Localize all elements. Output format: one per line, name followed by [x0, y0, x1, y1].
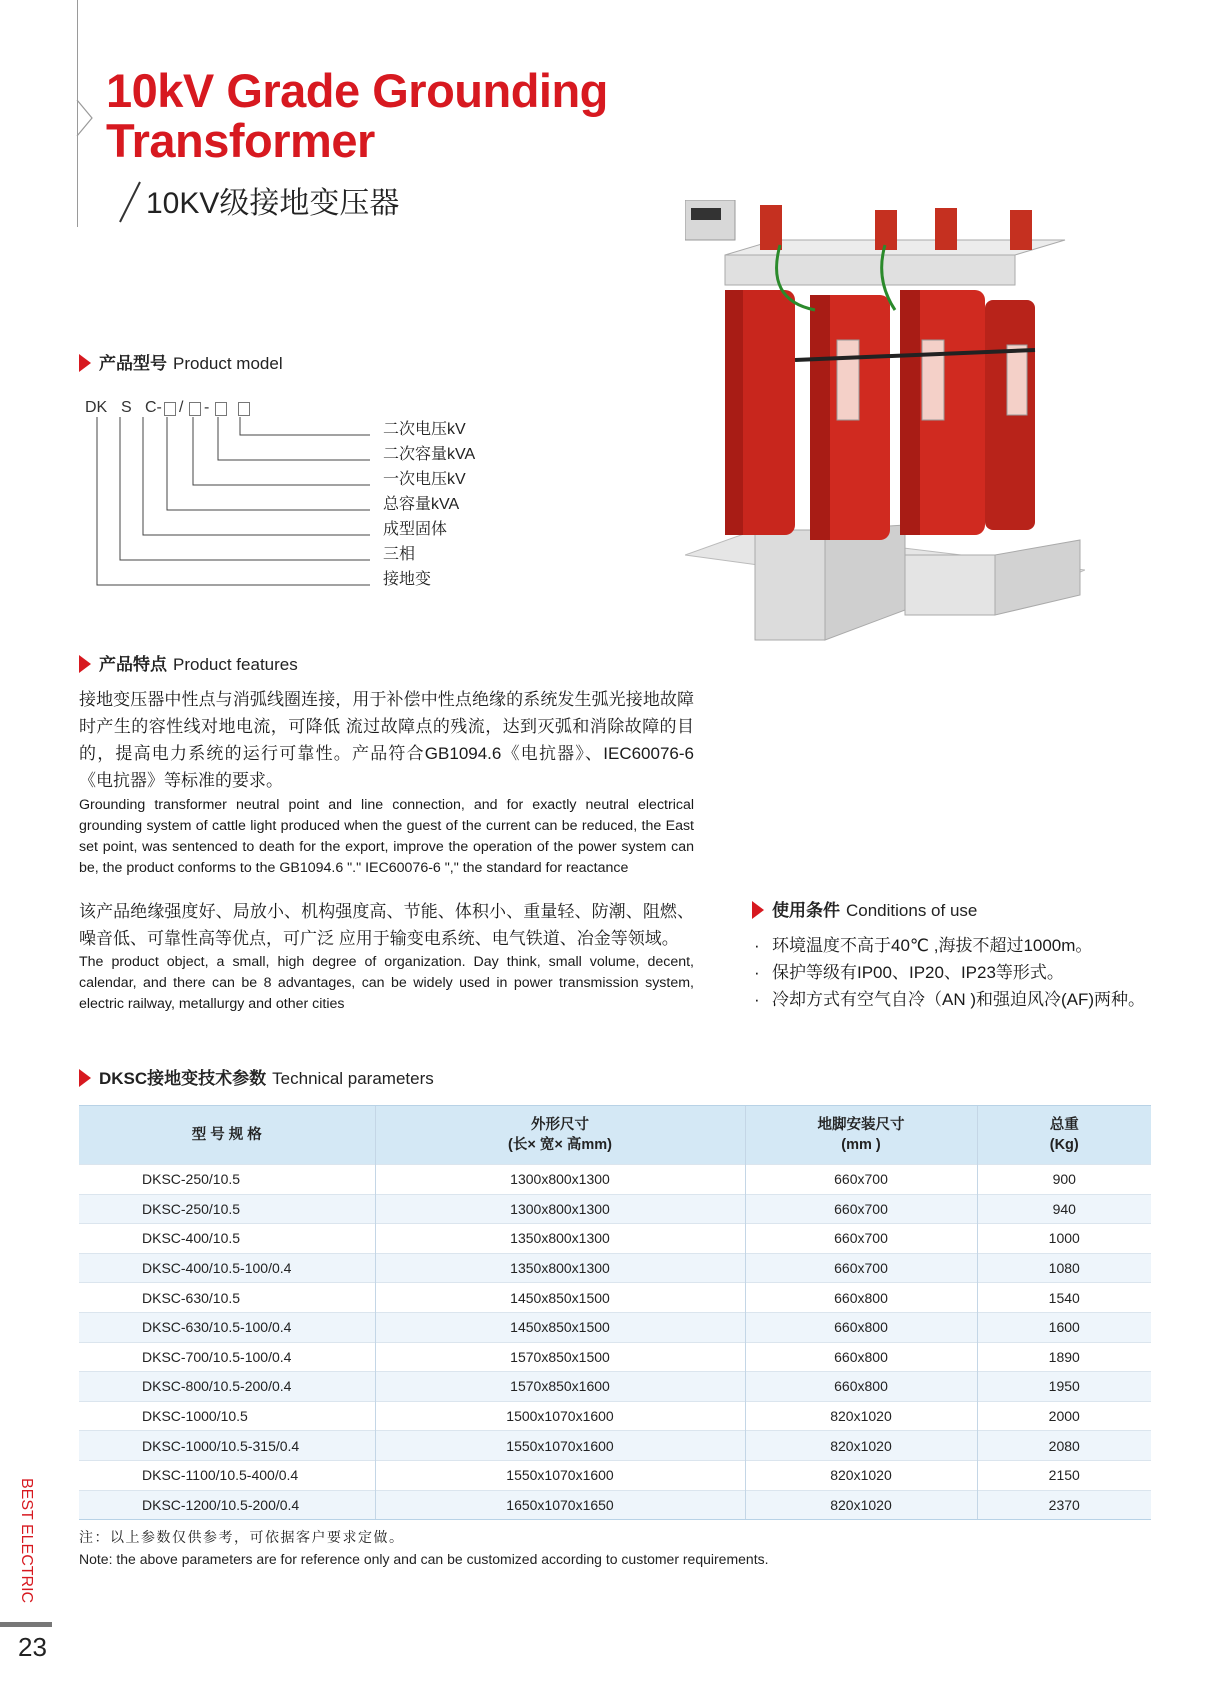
code-label-secondary-voltage: 二次电压kV — [383, 421, 466, 438]
column-header-weight: 总重 (Kg) — [977, 1106, 1151, 1165]
code-label-solid-cast: 成型固体 — [383, 521, 448, 538]
cell-dimensions: 1350x800x1300 — [375, 1253, 745, 1283]
table-header-row — [79, 1106, 1151, 1165]
cell-dimensions: 1570x850x1500 — [375, 1342, 745, 1372]
page-title — [106, 66, 608, 166]
chevron-decoration-icon — [76, 100, 94, 136]
cell-model: DKSC-250/10.5 — [79, 1165, 375, 1195]
cell-dimensions: 1450x850x1500 — [375, 1312, 745, 1342]
cell-weight: 1600 — [977, 1312, 1151, 1342]
cell-model: DKSC-1000/10.5 — [79, 1401, 375, 1431]
table-row — [79, 1490, 1151, 1520]
cell-weight: 900 — [977, 1165, 1151, 1195]
slash-decoration-icon — [116, 180, 142, 224]
table-row — [79, 1253, 1151, 1283]
cell-dimensions: 1300x800x1300 — [375, 1194, 745, 1224]
code-label-three-phase: 三相 — [383, 546, 416, 563]
heading-en: Product model — [173, 354, 283, 373]
note-cn: 注：以上参数仅供参考，可依据客户要求定做。 — [79, 1529, 405, 1545]
cell-weight: 1000 — [977, 1224, 1151, 1254]
section-heading-product-model — [79, 353, 283, 375]
cell-model: DKSC-800/10.5-200/0.4 — [79, 1372, 375, 1402]
heading-cn: 产品特点 — [99, 655, 167, 674]
model-code-connector-lines — [80, 405, 400, 605]
page-number-rule — [0, 1622, 52, 1627]
page-subtitle: 10KV级接地变压器 — [146, 187, 400, 220]
heading-cn: 产品型号 — [99, 354, 167, 373]
cell-mounting: 660x800 — [745, 1312, 977, 1342]
code-part-dk: DK — [85, 399, 108, 416]
code-part-slash: / — [179, 399, 184, 416]
cell-model: DKSC-1000/10.5-315/0.4 — [79, 1431, 375, 1461]
heading-en: Technical parameters — [272, 1069, 434, 1088]
cell-model: DKSC-1200/10.5-200/0.4 — [79, 1490, 375, 1520]
cell-mounting: 660x800 — [745, 1372, 977, 1402]
page-number: 23 — [18, 1632, 47, 1662]
brand-text: BEST ELECTRIC — [18, 1478, 35, 1604]
cell-model: DKSC-400/10.5-100/0.4 — [79, 1253, 375, 1283]
table-row — [79, 1312, 1151, 1342]
list-item: · 保护等级有IP00、IP20、IP23等形式。 — [750, 959, 1145, 986]
cell-weight: 1950 — [977, 1372, 1151, 1402]
cell-model: DKSC-700/10.5-100/0.4 — [79, 1342, 375, 1372]
table-row — [79, 1460, 1151, 1490]
cell-weight: 2370 — [977, 1490, 1151, 1520]
code-part-s: S — [121, 399, 132, 416]
cell-dimensions: 1650x1070x1650 — [375, 1490, 745, 1520]
cell-mounting: 820x1020 — [745, 1460, 977, 1490]
column-header-dimensions: 外形尺寸 (长× 宽× 高mm) — [375, 1106, 745, 1165]
cell-weight: 2000 — [977, 1401, 1151, 1431]
cell-model: DKSC-400/10.5 — [79, 1224, 375, 1254]
code-label-grounding: 接地变 — [383, 571, 432, 588]
table-row — [79, 1342, 1151, 1372]
table-row — [79, 1401, 1151, 1431]
table-row — [79, 1372, 1151, 1402]
table-row — [79, 1283, 1151, 1313]
list-item: · 环境温度不高于40℃ ,海拔不超过1000m。 — [750, 932, 1145, 959]
note-en: Note: the above parameters are for reference only and can be customized according to customer requirements. — [79, 1551, 769, 1567]
features-paragraph-2-cn: 该产品绝缘强度好、局放小、机构强度高、节能、体积小、重量轻、防潮、阻燃、噪音低、可靠性高等优点，可广泛 应用于输变电系统、电气铁道、冶金等领域。 — [79, 902, 694, 948]
cell-weight: 2080 — [977, 1431, 1151, 1461]
column-header-mounting: 地脚安装尺寸 (mm ) — [745, 1106, 977, 1165]
cell-mounting: 820x1020 — [745, 1401, 977, 1431]
code-label-secondary-capacity: 二次容量kVA — [383, 446, 476, 463]
features-paragraph-1-en: Grounding transformer neutral point and line connection, and for exactly neutral electrical grounding system of cattle light produced when the guest of the current can be reduced, the East set point, was sentenced to death for the export, improve the operation of the power system can be, the product conforms to the GB1094.6 "." IEC60076-6 "," the standard for reactance — [79, 797, 694, 876]
table-row — [79, 1165, 1151, 1195]
cell-weight: 1080 — [977, 1253, 1151, 1283]
features-paragraph-1-cn: 接地变压器中性点与消弧线圈连接，用于补偿中性点绝缘的系统发生弧光接地故障时产生的容性线对地电流，可降低 流过故障点的残流，达到灭弧和消除故障的目的，提高电力系统的运行可靠性。产品符合GB1094.6《电抗器》、IEC60076-6《电抗器》等标准的要求。 — [79, 690, 694, 790]
heading-cn: 使用条件 — [772, 901, 840, 920]
cell-model: DKSC-1100/10.5-400/0.4 — [79, 1460, 375, 1490]
cell-dimensions: 1550x1070x1600 — [375, 1431, 745, 1461]
section-heading-technical — [79, 1068, 434, 1090]
brand-vertical-text — [18, 1478, 36, 1618]
features-paragraph-2-en: The product object, a small, high degree of organization. Day think, small volume, decent, calendar, and there can be 8 advantages, can be widely used in power transmission system, electric railway, metallurgy and other cities — [79, 954, 694, 1012]
heading-en: Conditions of use — [846, 901, 978, 920]
title-line-1: 10kV Grade Grounding — [106, 64, 608, 117]
code-label-total-capacity: 总容量kVA — [383, 496, 460, 513]
triangle-bullet-icon — [752, 901, 764, 919]
cell-dimensions: 1570x850x1600 — [375, 1372, 745, 1402]
list-item: · 冷却方式有空气自冷（AN )和强迫风冷(AF)两种。 — [750, 986, 1145, 1013]
cell-mounting: 820x1020 — [745, 1490, 977, 1520]
triangle-bullet-icon — [79, 1069, 91, 1087]
triangle-bullet-icon — [79, 655, 91, 673]
cell-mounting: 660x700 — [745, 1253, 977, 1283]
table-row — [79, 1194, 1151, 1224]
cell-weight: 2150 — [977, 1460, 1151, 1490]
triangle-bullet-icon — [79, 354, 91, 372]
cell-dimensions: 1450x850x1500 — [375, 1283, 745, 1313]
cell-weight: 940 — [977, 1194, 1151, 1224]
cell-weight: 1890 — [977, 1342, 1151, 1372]
title-line-2: Transformer — [106, 114, 375, 167]
transformer-product-image — [685, 200, 1085, 670]
cell-dimensions: 1500x1070x1600 — [375, 1401, 745, 1431]
cell-mounting: 660x800 — [745, 1283, 977, 1313]
code-part-c: C- — [145, 399, 162, 416]
cell-dimensions: 1550x1070x1600 — [375, 1460, 745, 1490]
cell-mounting: 660x800 — [745, 1342, 977, 1372]
conditions-list — [750, 932, 1145, 1013]
code-label-primary-voltage: 一次电压kV — [383, 471, 466, 488]
table-row — [79, 1431, 1151, 1461]
cell-model: DKSC-630/10.5 — [79, 1283, 375, 1313]
section-heading-conditions — [752, 900, 977, 922]
cell-model: DKSC-630/10.5-100/0.4 — [79, 1312, 375, 1342]
code-part-dash: - — [204, 399, 210, 416]
cell-dimensions: 1350x800x1300 — [375, 1224, 745, 1254]
heading-cn: DKSC接地变技术参数 — [99, 1069, 267, 1088]
cell-mounting: 660x700 — [745, 1224, 977, 1254]
section-heading-product-features — [79, 654, 298, 676]
cell-mounting: 660x700 — [745, 1194, 977, 1224]
cell-model: DKSC-250/10.5 — [79, 1194, 375, 1224]
table-row — [79, 1224, 1151, 1254]
cell-weight: 1540 — [977, 1283, 1151, 1313]
cell-dimensions: 1300x800x1300 — [375, 1165, 745, 1195]
heading-en: Product features — [173, 655, 298, 674]
cell-mounting: 660x700 — [745, 1165, 977, 1195]
cell-mounting: 820x1020 — [745, 1431, 977, 1461]
column-header-model: 型 号 规 格 — [79, 1106, 375, 1165]
technical-parameters-table — [79, 1105, 1151, 1520]
